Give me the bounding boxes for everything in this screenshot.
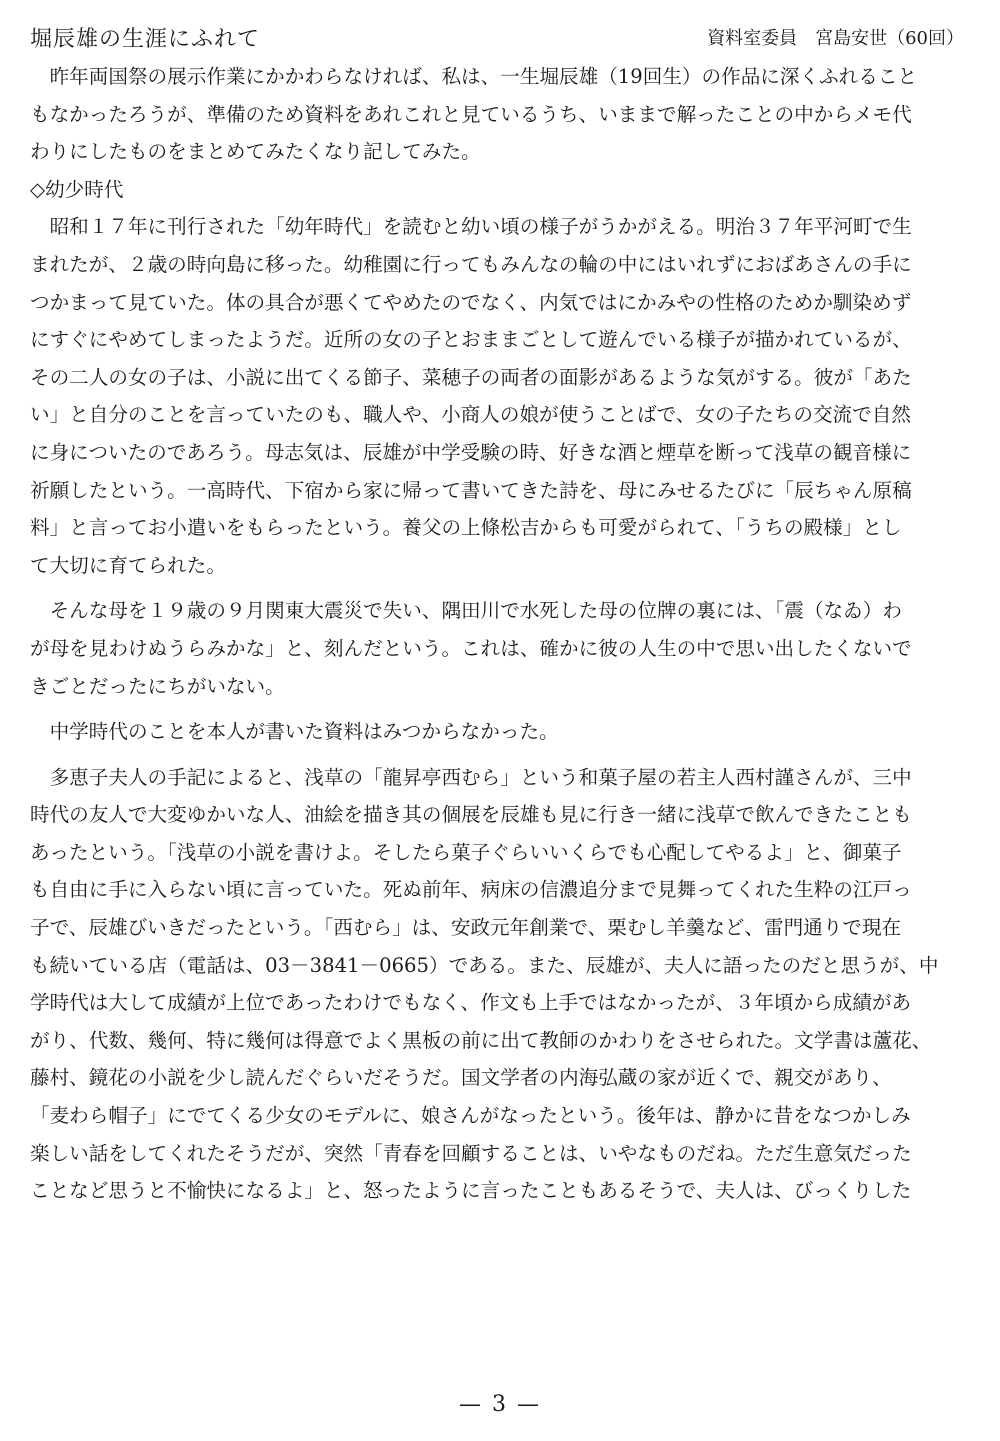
body-line: そんな母を１９歳の９月関東大震災で失い、隅田川で水死した母の位牌の裏には、「震（なゐ）わ: [30, 599, 902, 623]
body-line: い」と自分のことを言っていたのも、職人や、小商人の娘が使うことばで、女の子たちの交流で自然: [30, 403, 911, 427]
body-line: きごとだったにちがいない。: [30, 674, 285, 698]
body-line: に身についたのであろう。母志気は、辰雄が中学受験の時、好きな酒と煙草を断って浅草の観音様に: [30, 440, 912, 464]
article-header: [30, 18, 970, 54]
body-line: あったという。「浅草の小説を書けよ。そしたら菓子ぐらいいくらでも心配してやるよ」と、御菓子: [30, 840, 902, 864]
section-heading: ◇幼少時代: [30, 177, 124, 201]
body-line: 「麦わら帽子」にでてくる少女のモデルに、娘さんがなったという。後年は、静かに昔をなつかしみ: [30, 1104, 911, 1128]
body-line: 多恵子夫人の手記によると、浅草の「龍昇亭西むら」という和菓子屋の若主人西村謹さんが、三中: [30, 765, 912, 789]
body-line: 時代の友人で大変ゆかいな人、油絵を描き其の個展を辰雄も見に行き一緒に浅草で飲んできたことも: [30, 803, 912, 827]
body-line: もなかったろうが、準備のため資料をあれこれと見ているうち、いままで解ったことの中からメモ代: [30, 102, 912, 126]
body-line: 祈願したという。一高時代、下宿から家に帰って書いてきた詩を、母にみせるたびに「辰ちゃん原稿: [30, 478, 912, 502]
paragraph-gap: [30, 584, 975, 592]
body-line: 楽しい話をしてくれたそうだが、突然「青春を回顧することは、いやなものだね。ただ生意気だった: [30, 1141, 912, 1165]
body-line: 昭和１７年に刊行された「幼年時代」を読むと幼い頃の様子がうかがえる。明治３７年平河町で生: [30, 215, 912, 239]
paragraph-gap: [30, 705, 975, 713]
author-byline: 資料室委員 宮島安世（60回）: [707, 28, 964, 49]
body-line: 学時代は大して成績が上位であったわけでもなく、作文も上手ではなかったが、３年頃から成績があ: [30, 991, 912, 1015]
body-line: 藤村、鏡花の小説を少し読んだぐらいだそうだ。国文学者の内海弘蔵の家が近くで、親交があり、: [30, 1066, 892, 1090]
body-line: がり、代数、幾何、特に幾何は得意でよく黒板の前に出て教師のかわりをさせられた。文学書は蘆花、: [30, 1028, 932, 1052]
body-line: その二人の女の子は、小説に出てくる節子、菜穂子の両者の面影があるような気がする。彼が「あた: [30, 365, 912, 389]
body-line: にすぐにやめてしまったようだ。近所の女の子とおままごとして遊んでいる様子が描かれているが、: [30, 328, 912, 352]
page-number: — 3 —: [459, 1392, 541, 1417]
body-line: 子で、辰雄びいきだったという。「西むら」は、安政元年創業で、栗むし羊羹など、雷門通りで現在: [30, 916, 902, 940]
body-line: も続いている店（電話は、03－3841－0665）である。また、辰雄が、夫人に語ったのだと思うが、中: [30, 953, 939, 977]
article-title: 堀辰雄の生涯にふれて: [30, 27, 261, 52]
body-line: て大切に育てられた。: [30, 553, 226, 577]
body-line: まれたが、２歳の時向島に移った。幼稚園に行ってもみんなの輪の中にはいれずにおばあさんの手に: [30, 252, 912, 276]
body-line: わりにしたものをまとめてみたくなり記してみた。: [30, 140, 481, 164]
body-line: 昨年両国祭の展示作業にかかわらなければ、私は、一生堀辰雄（19回生）の作品に深くふれること: [30, 65, 918, 88]
article-body: [30, 58, 975, 1210]
body-line: つかまって見ていた。体の具合が悪くてやめたのでなく、内気ではにかみやの性格のためか馴染めず: [30, 290, 912, 314]
body-line: ことなど思うと不愉快になるよ」と、怒ったように言ったこともあるそうで、夫人は、びっくりした: [30, 1179, 912, 1203]
body-line: が母を見わけぬうらみかな」と、刻んだという。これは、確かに彼の人生の中で思い出したくないで: [30, 636, 912, 660]
body-line: も自由に手に入らない頃に言っていた。死ぬ前年、病床の信濃追分まで見舞ってくれた生粋の江戸っ: [30, 878, 912, 902]
paragraph-gap: [30, 751, 975, 759]
body-line: 料」と言ってお小遣いをもらったという。養父の上條松吉からも可愛がられて、「うちの殿様」とし: [30, 516, 902, 540]
body-line: 中学時代のことを本人が書いた資料はみつからなかった。: [30, 720, 559, 744]
